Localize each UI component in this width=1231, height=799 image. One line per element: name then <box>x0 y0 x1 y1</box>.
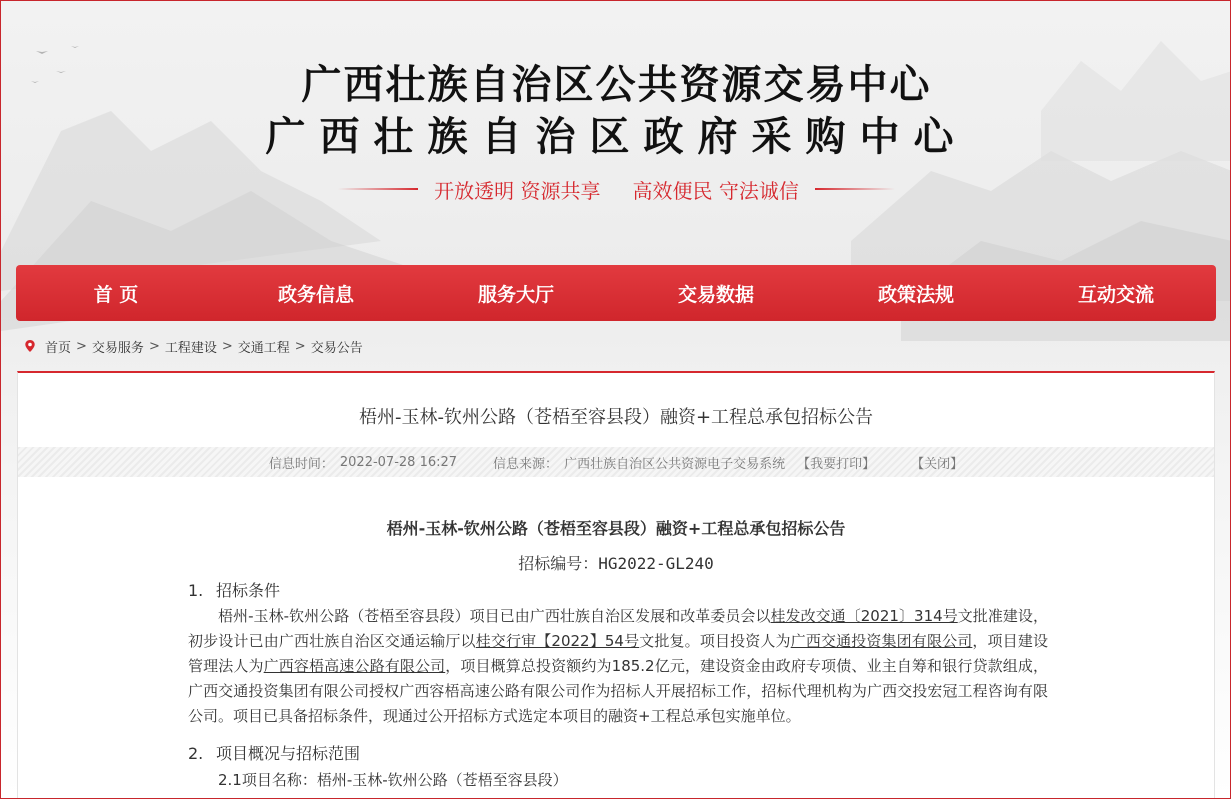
breadcrumb-engineering[interactable]: 工程建设 <box>164 340 217 356</box>
breadcrumb-separator: > <box>76 338 87 354</box>
breadcrumb-home[interactable]: 首页 <box>45 340 72 356</box>
section-2-title: 项目概况与招标范围 <box>216 744 361 763</box>
close-button[interactable]: 【关闭】 <box>911 456 964 472</box>
para-text: ，项目建设管理法人为 <box>188 632 1048 675</box>
approval-doc-link-1[interactable]: 桂发改交通〔2021〕314号 <box>770 607 958 625</box>
investor-link[interactable]: 广西交通投资集团有限公司 <box>790 632 973 650</box>
site-title-line2: 广西壮族自治区政府采购中心 <box>265 114 968 160</box>
section-2-1-item: 2.1项目名称：梧州-玉林-钦州公路（苍梧至容县段） <box>218 771 568 789</box>
section-1-paragraph <box>188 604 1048 729</box>
doc-title: 梧州-玉林-钦州公路（苍梧至容县段）融资+工程总承包招标公告 <box>386 519 846 538</box>
breadcrumb-trade-service[interactable]: 交易服务 <box>91 340 144 356</box>
breadcrumb-announcement[interactable]: 交易公告 <box>310 340 363 356</box>
nav-item-home[interactable]: 首 页 <box>93 283 139 306</box>
meta-time-label: 信息时间： <box>268 456 334 472</box>
print-button[interactable]: 【我要打印】 <box>797 456 876 472</box>
nav-item-trade-data[interactable]: 交易数据 <box>677 283 754 306</box>
meta-time: 2022-07-28 16:27 <box>339 454 458 470</box>
nav-item-service-hall[interactable]: 服务大厅 <box>477 283 554 306</box>
article-panel <box>17 371 1215 799</box>
article-meta-bar <box>18 447 1214 477</box>
location-pin-icon <box>23 339 37 353</box>
section-2-heading <box>188 741 360 764</box>
slogan-left: 开放透明 资源共享 <box>434 178 601 203</box>
slogan-divider-right <box>815 188 895 190</box>
slogan-right: 高效便民 守法诚信 <box>632 178 799 203</box>
para-text: 梧州-玉林-钦州公路（苍梧至容县段）项目已由广西壮族自治区发展和改革委员会以 <box>218 607 771 625</box>
meta-source: 广西壮族自治区公共资源电子交易系统 <box>564 456 786 472</box>
section-1-heading <box>188 578 280 601</box>
breadcrumb <box>23 335 363 357</box>
doc-code-value: HG2022-GL240 <box>598 554 714 573</box>
meta-source-label: 信息来源： <box>493 456 559 472</box>
article-title: 梧州-玉林-钦州公路（苍梧至容县段）融资+工程总承包招标公告 <box>358 407 874 428</box>
slogan-divider-left <box>338 188 418 190</box>
para-text: ，项目概算总投资额约为185.2亿元，建设资金由政府专项债、业主自筹和银行贷款组成，广西交通投资集团有限公司授权广西容梧高速公路有限公司作为招标人开展招标工作，招标代理机构为广西交投宏冠工程咨询有限公司。项目已具备招标条件，现通过公开招标方式选定本项目的融资+工程总承包实施单位。 <box>188 657 1048 725</box>
nav-item-interaction[interactable]: 互动交流 <box>1077 283 1154 306</box>
breadcrumb-separator: > <box>294 338 306 354</box>
nav-item-gov-info[interactable]: 政务信息 <box>277 283 354 306</box>
para-text: 文批准建设，初步设计已由广西壮族自治区交通运输厅以 <box>188 607 1048 650</box>
breadcrumb-traffic[interactable]: 交通工程 <box>237 340 290 356</box>
section-2-number: 2. <box>188 744 204 763</box>
nav-item-policy[interactable]: 政策法规 <box>877 283 954 306</box>
legal-person-link[interactable]: 广西容梧高速公路有限公司 <box>263 657 446 675</box>
approval-doc-link-2[interactable]: 桂交行审【2022】54号 <box>475 632 640 650</box>
section-1-title: 招标条件 <box>216 581 281 600</box>
site-title-line1: 广西壮族自治区公共资源交易中心 <box>301 62 932 108</box>
breadcrumb-separator: > <box>221 338 233 354</box>
section-1-number: 1. <box>188 581 204 600</box>
doc-code <box>18 551 1214 574</box>
para-text: 文批复。项目投资人为 <box>639 632 791 650</box>
doc-code-label: 招标编号： <box>518 554 599 573</box>
breadcrumb-separator: > <box>148 338 160 354</box>
slogan-row <box>1 173 1231 205</box>
main-nav <box>16 265 1216 321</box>
